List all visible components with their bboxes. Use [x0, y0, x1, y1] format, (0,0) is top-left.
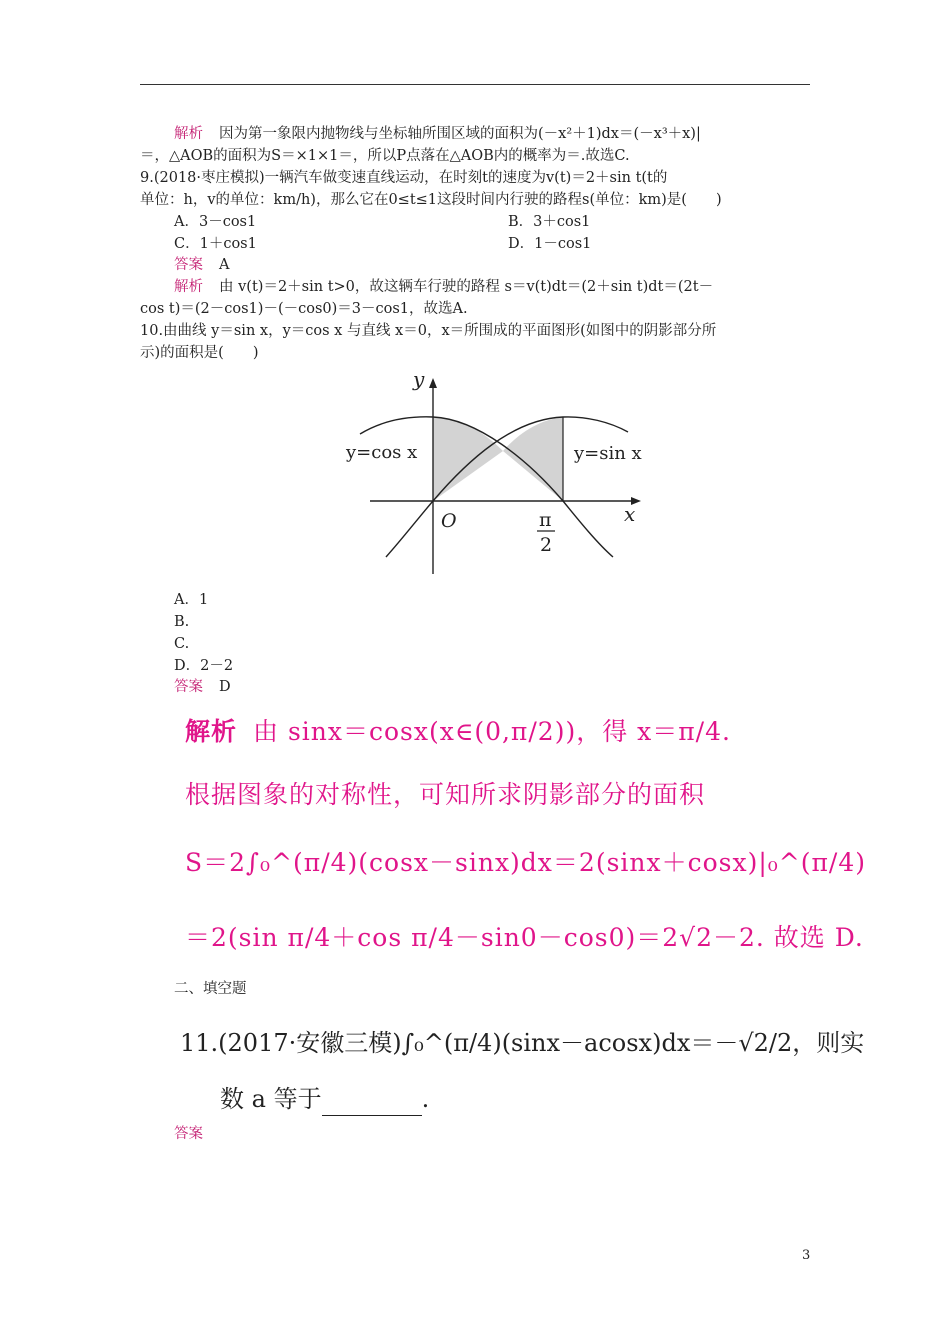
answer-label: 答案: [174, 1126, 203, 1142]
q10-stem-line-1: 10.由曲线 y＝sin x，y＝cos x 与直线 x＝0，x＝所围成的平面图形(如图中的阴影部分所: [140, 323, 717, 339]
q10-analysis-solve: 由 sinx＝cosx(x∈(0,π/2))，得 x＝π/4.: [253, 717, 731, 746]
q9-option-a: A．3－cos1: [174, 214, 257, 230]
q11-stem-line-2: [220, 1082, 429, 1116]
q11-period: .: [421, 1085, 430, 1113]
q11-answer-line: [174, 1124, 854, 1144]
x-axis-label: x: [624, 502, 636, 526]
origin-label: O: [441, 510, 457, 532]
q9-answer-line: [174, 255, 854, 275]
pi-numerator: π: [539, 509, 552, 531]
analysis-label: 解析: [174, 126, 203, 142]
q9-stem-line-2: 单位：h，v的单位：km/h)，那么它在0≤t≤1这段时间内行驶的路程s(单位：km)是( ): [140, 192, 722, 208]
q9-option-d: D．1－cos1: [508, 236, 592, 252]
q10-analysis-line-3: S＝2∫₀^(π/4)(cosx－sinx)dx＝2(sinx＋cosx)|₀^(π/4): [185, 848, 866, 877]
y-axis-arrow: [429, 378, 437, 388]
q8-analysis-text: 因为第一象限内抛物线与坐标轴所围区域的面积为(－x²＋1)dx＝(－x³＋x)|: [219, 126, 701, 142]
answer-label: 答案: [174, 257, 203, 273]
pi-denominator: 2: [540, 534, 553, 556]
q10-analysis-line-2: 根据图象的对称性，可知所求阴影部分的面积: [185, 780, 706, 809]
sin-cos-figure: [328, 364, 658, 584]
q10-answer-line: [174, 677, 854, 697]
q8-analysis-line-1: [174, 124, 854, 144]
q11-stem-line-1: 11.(2017·安徽三模)∫₀^(π/4)(sinx－acosx)dx＝－√2/2，则实: [180, 1029, 865, 1057]
section-title: 二、填空题: [174, 981, 247, 997]
analysis-label: 解析: [185, 717, 238, 746]
shaded-region-right: [503, 417, 563, 501]
analysis-label: 解析: [174, 279, 203, 295]
q10-analysis-line-1: [185, 714, 731, 750]
q10-option-d: D．2－2: [174, 658, 234, 674]
figure-svg: [328, 364, 658, 584]
q10-option-c: C.: [174, 636, 190, 652]
q10-option-a: A．1: [174, 592, 209, 608]
q9-analysis-text: 由 v(t)＝2＋sin t>0，故这辆车行驶的路程 s＝v(t)dt＝(2＋sin t)dt＝(2t－: [219, 279, 714, 295]
q11-stem-text: 数 a 等于: [220, 1085, 322, 1113]
y-axis-label: y: [413, 367, 425, 391]
q8-analysis-line-2: ＝，△AOB的面积为S＝×1×1＝，所以P点落在△AOB内的概率为＝.故选C.: [140, 148, 630, 164]
header-rule: [140, 84, 810, 85]
q10-stem-line-2: 示)的面积是( ): [140, 345, 259, 361]
q10-answer: D: [219, 679, 231, 695]
q9-analysis-line-1: [174, 277, 854, 297]
q10-option-b: B.: [174, 614, 190, 630]
q9-option-b: B．3＋cos1: [508, 214, 591, 230]
q9-stem-line-1: 9.(2018·枣庄模拟)一辆汽车做变速直线运动，在时刻t的速度为v(t)＝2＋sin t(t的: [140, 170, 668, 186]
answer-blank: [322, 1093, 422, 1116]
sin-label: y=sin x: [574, 443, 642, 464]
cos-label: y=cos x: [346, 442, 418, 463]
q10-analysis-line-4: ＝2(sin π/4＋cos π/4－sin0－cos0)＝2√2－2. 故选 D.: [185, 923, 864, 952]
page-number: 3: [802, 1248, 811, 1263]
q9-analysis-line-2: cos t)＝(2－cos1)－(－cos0)＝3－cos1，故选A.: [140, 301, 468, 317]
q9-option-c: C．1＋cos1: [174, 236, 257, 252]
answer-label: 答案: [174, 679, 203, 695]
q9-answer: A: [219, 257, 230, 273]
